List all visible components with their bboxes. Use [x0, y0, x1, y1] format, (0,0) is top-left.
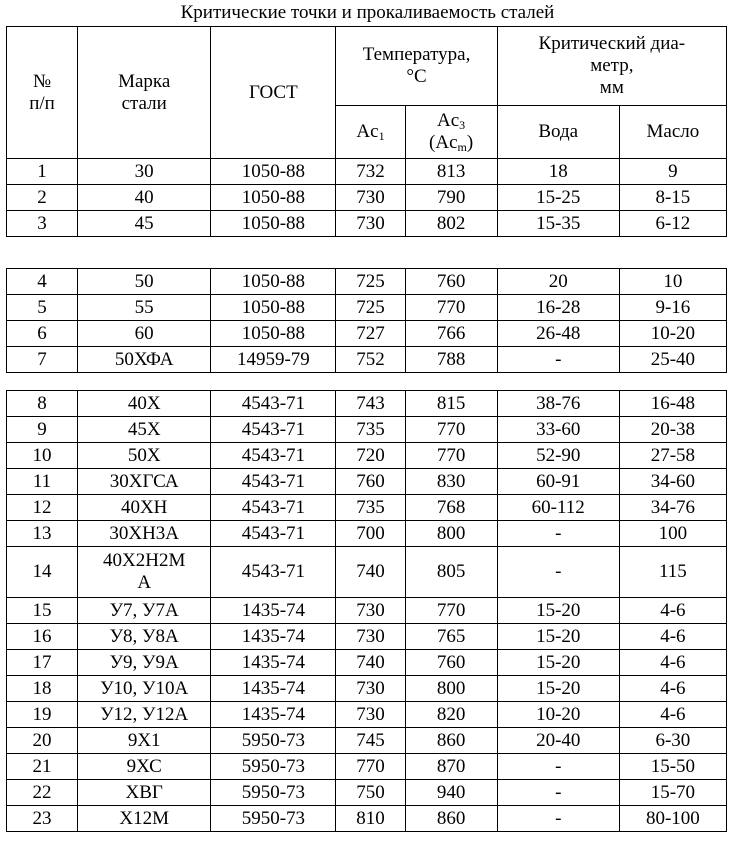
cell-grade: 9ХС — [78, 754, 211, 780]
cell-oil: 4-6 — [619, 624, 726, 650]
table-row — [7, 780, 727, 806]
cell-gost: 14959-79 — [211, 347, 336, 373]
cell-gost: 1435-74 — [211, 624, 336, 650]
cell-grade: 45Х — [78, 417, 211, 443]
header-grade-line1: Марка — [118, 70, 171, 92]
cell-water: 15-20 — [497, 676, 619, 702]
cell-grade — [78, 547, 211, 598]
table-caption: Критические точки и прокаливаемость сталей — [180, 2, 555, 23]
cell-water: 60-112 — [497, 495, 619, 521]
cell-water: 10-20 — [497, 702, 619, 728]
header-ac3-base: Ac — [437, 110, 460, 131]
cell-ac1: 730 — [336, 676, 405, 702]
cell-ac1: 725 — [336, 269, 405, 295]
cell-oil: 4-6 — [619, 650, 726, 676]
cell-gost: 4543-71 — [211, 547, 336, 598]
cell-ac3: 860 — [405, 728, 497, 754]
cell-ac1: 760 — [336, 469, 405, 495]
cell-water: 15-20 — [497, 598, 619, 624]
header-number — [7, 27, 78, 159]
table-row — [7, 469, 727, 495]
cell-gost: 5950-73 — [211, 806, 336, 832]
cell-water: 15-25 — [497, 185, 619, 211]
cell-number: 1 — [7, 159, 78, 185]
cell-oil: 4-6 — [619, 702, 726, 728]
header-temperature-line1: Температура, — [362, 44, 471, 65]
header-ac3 — [405, 106, 497, 159]
cell-grade: У8, У8А — [78, 624, 211, 650]
cell-water: 18 — [497, 159, 619, 185]
cell-water: 15-20 — [497, 650, 619, 676]
steel-table-part-3 — [6, 390, 727, 832]
cell-number: 2 — [7, 185, 78, 211]
cell-ac3: 800 — [405, 676, 497, 702]
cell-gost: 1435-74 — [211, 676, 336, 702]
cell-number: 11 — [7, 469, 78, 495]
cell-oil: 15-50 — [619, 754, 726, 780]
cell-oil: 8-15 — [619, 185, 726, 211]
cell-ac1: 810 — [336, 806, 405, 832]
cell-ac1: 743 — [336, 391, 405, 417]
cell-water: 60-91 — [497, 469, 619, 495]
cell-ac3: 760 — [405, 650, 497, 676]
cell-oil: 15-70 — [619, 780, 726, 806]
cell-ac1: 720 — [336, 443, 405, 469]
cell-number: 14 — [7, 547, 78, 598]
cell-grade: 45 — [78, 211, 211, 237]
cell-gost: 4543-71 — [211, 391, 336, 417]
cell-ac1: 740 — [336, 650, 405, 676]
cell-oil: 34-76 — [619, 495, 726, 521]
cell-number: 16 — [7, 624, 78, 650]
cell-oil: 10-20 — [619, 321, 726, 347]
cell-grade: 9Х1 — [78, 728, 211, 754]
header-critical-diameter — [497, 27, 726, 106]
cell-ac3: 765 — [405, 624, 497, 650]
header-critical-line1: Критический диа- — [538, 33, 686, 54]
cell-grade: 50Х — [78, 443, 211, 469]
cell-water: - — [497, 806, 619, 832]
header-critical-line2: метр, — [590, 55, 634, 76]
cell-oil: 27-58 — [619, 443, 726, 469]
cell-grade: ХВГ — [78, 780, 211, 806]
cell-ac3: 940 — [405, 780, 497, 806]
cell-ac3: 820 — [405, 702, 497, 728]
cell-ac1: 740 — [336, 547, 405, 598]
cell-oil: 9 — [619, 159, 726, 185]
cell-number: 19 — [7, 702, 78, 728]
cell-number: 4 — [7, 269, 78, 295]
cell-water: - — [497, 754, 619, 780]
cell-ac1: 750 — [336, 780, 405, 806]
cell-ac1: 770 — [336, 754, 405, 780]
header-number-line2: п/п — [29, 92, 55, 114]
cell-grade: 40 — [78, 185, 211, 211]
table-row — [7, 598, 727, 624]
header-ac1-sub: 1 — [378, 129, 385, 143]
cell-number: 6 — [7, 321, 78, 347]
cell-grade: 55 — [78, 295, 211, 321]
cell-ac1: 745 — [336, 728, 405, 754]
header-ac1 — [336, 106, 405, 159]
cell-ac3: 770 — [405, 417, 497, 443]
table-row — [7, 269, 727, 295]
cell-ac3: 813 — [405, 159, 497, 185]
cell-oil: 80-100 — [619, 806, 726, 832]
cell-gost: 4543-71 — [211, 495, 336, 521]
cell-ac3: 800 — [405, 521, 497, 547]
cell-grade: У7, У7А — [78, 598, 211, 624]
cell-ac3: 830 — [405, 469, 497, 495]
header-gost: ГОСТ — [211, 27, 336, 159]
cell-oil: 115 — [619, 547, 726, 598]
cell-gost: 5950-73 — [211, 780, 336, 806]
cell-water: 33-60 — [497, 417, 619, 443]
header-oil: Масло — [619, 106, 726, 159]
table-row — [7, 754, 727, 780]
cell-oil: 25-40 — [619, 347, 726, 373]
cell-ac1: 752 — [336, 347, 405, 373]
table-row — [7, 806, 727, 832]
header-water: Вода — [497, 106, 619, 159]
cell-number: 23 — [7, 806, 78, 832]
cell-water: 20 — [497, 269, 619, 295]
header-acm-open: (Ac — [429, 132, 458, 153]
cell-gost: 1050-88 — [211, 211, 336, 237]
cell-ac1: 730 — [336, 624, 405, 650]
cell-grade: 40ХН — [78, 495, 211, 521]
cell-ac1: 730 — [336, 185, 405, 211]
cell-ac3: 766 — [405, 321, 497, 347]
cell-grade: У10, У10А — [78, 676, 211, 702]
cell-oil: 10 — [619, 269, 726, 295]
steel-table-part-1 — [6, 26, 727, 237]
cell-ac3: 870 — [405, 754, 497, 780]
cell-water: - — [497, 547, 619, 598]
header-ac1-base: Ac — [356, 121, 379, 142]
cell-oil: 4-6 — [619, 676, 726, 702]
cell-number: 10 — [7, 443, 78, 469]
cell-water: 52-90 — [497, 443, 619, 469]
cell-water: 15-20 — [497, 624, 619, 650]
cell-number: 21 — [7, 754, 78, 780]
cell-ac3: 768 — [405, 495, 497, 521]
cell-water: 26-48 — [497, 321, 619, 347]
cell-gost: 4543-71 — [211, 521, 336, 547]
header-critical-line3: мм — [599, 77, 624, 98]
cell-ac1: 735 — [336, 495, 405, 521]
cell-grade: 50 — [78, 269, 211, 295]
cell-oil: 100 — [619, 521, 726, 547]
cell-ac1: 730 — [336, 702, 405, 728]
cell-water: - — [497, 780, 619, 806]
table-row — [7, 702, 727, 728]
cell-ac3: 790 — [405, 185, 497, 211]
table-row — [7, 676, 727, 702]
cell-gost: 1050-88 — [211, 159, 336, 185]
header-grade-line2: стали — [121, 92, 167, 114]
cell-oil: 4-6 — [619, 598, 726, 624]
header-acm-sub: m — [457, 140, 467, 154]
cell-number: 22 — [7, 780, 78, 806]
cell-grade: 30 — [78, 159, 211, 185]
cell-ac3: 770 — [405, 443, 497, 469]
table-row — [7, 521, 727, 547]
cell-number: 20 — [7, 728, 78, 754]
table-row — [7, 159, 727, 185]
cell-oil: 9-16 — [619, 295, 726, 321]
cell-grade: Х12М — [78, 806, 211, 832]
cell-water: 38-76 — [497, 391, 619, 417]
cell-number: 7 — [7, 347, 78, 373]
cell-gost: 1050-88 — [211, 321, 336, 347]
cell-gost: 4543-71 — [211, 469, 336, 495]
table-row — [7, 321, 727, 347]
cell-grade-line1: 40Х2Н2М — [103, 550, 186, 571]
cell-oil: 16-48 — [619, 391, 726, 417]
cell-gost: 5950-73 — [211, 728, 336, 754]
cell-ac1: 730 — [336, 598, 405, 624]
cell-gost: 1050-88 — [211, 269, 336, 295]
cell-gost: 1435-74 — [211, 598, 336, 624]
header-number-line1: № — [32, 70, 52, 92]
cell-ac3: 760 — [405, 269, 497, 295]
cell-ac3: 770 — [405, 295, 497, 321]
cell-oil: 6-30 — [619, 728, 726, 754]
cell-gost: 4543-71 — [211, 417, 336, 443]
table-row — [7, 650, 727, 676]
table-row — [7, 417, 727, 443]
cell-grade: 40Х — [78, 391, 211, 417]
cell-ac1: 727 — [336, 321, 405, 347]
cell-number: 13 — [7, 521, 78, 547]
cell-number: 9 — [7, 417, 78, 443]
table-row — [7, 547, 727, 598]
cell-number: 17 — [7, 650, 78, 676]
cell-grade: У9, У9А — [78, 650, 211, 676]
cell-water: 16-28 — [497, 295, 619, 321]
cell-grade: У12, У12А — [78, 702, 211, 728]
cell-gost: 1050-88 — [211, 185, 336, 211]
cell-grade: 50ХФА — [78, 347, 211, 373]
cell-oil: 6-12 — [619, 211, 726, 237]
table-row — [7, 211, 727, 237]
cell-gost: 1435-74 — [211, 650, 336, 676]
cell-number: 18 — [7, 676, 78, 702]
table-row — [7, 185, 727, 211]
cell-gost: 4543-71 — [211, 443, 336, 469]
cell-number: 15 — [7, 598, 78, 624]
cell-water: 15-35 — [497, 211, 619, 237]
cell-number: 12 — [7, 495, 78, 521]
cell-number: 3 — [7, 211, 78, 237]
cell-number: 8 — [7, 391, 78, 417]
cell-ac1: 700 — [336, 521, 405, 547]
cell-ac1: 730 — [336, 211, 405, 237]
cell-grade: 30ХГСА — [78, 469, 211, 495]
cell-ac3: 815 — [405, 391, 497, 417]
header-grade — [78, 27, 211, 159]
header-ac3-sub: 3 — [459, 118, 466, 132]
header-temperature-line2: °С — [406, 66, 427, 87]
cell-gost: 5950-73 — [211, 754, 336, 780]
cell-water: - — [497, 521, 619, 547]
cell-ac3: 788 — [405, 347, 497, 373]
cell-water: 20-40 — [497, 728, 619, 754]
cell-grade: 60 — [78, 321, 211, 347]
table-row — [7, 624, 727, 650]
cell-ac3: 805 — [405, 547, 497, 598]
table-row — [7, 347, 727, 373]
table-row — [7, 495, 727, 521]
cell-oil: 34-60 — [619, 469, 726, 495]
cell-grade: 30ХН3А — [78, 521, 211, 547]
header-temperature — [336, 27, 497, 106]
table-row — [7, 728, 727, 754]
table-row — [7, 443, 727, 469]
header-acm-close: ) — [466, 132, 474, 153]
cell-ac1: 735 — [336, 417, 405, 443]
cell-ac1: 732 — [336, 159, 405, 185]
table-row — [7, 391, 727, 417]
cell-ac3: 860 — [405, 806, 497, 832]
cell-ac3: 802 — [405, 211, 497, 237]
cell-number: 5 — [7, 295, 78, 321]
cell-gost: 1050-88 — [211, 295, 336, 321]
cell-oil: 20-38 — [619, 417, 726, 443]
cell-ac1: 725 — [336, 295, 405, 321]
cell-water: - — [497, 347, 619, 373]
table-row — [7, 295, 727, 321]
cell-ac3: 770 — [405, 598, 497, 624]
cell-gost: 1435-74 — [211, 702, 336, 728]
steel-table-part-2 — [6, 268, 727, 373]
cell-grade-line2: А — [137, 572, 152, 593]
